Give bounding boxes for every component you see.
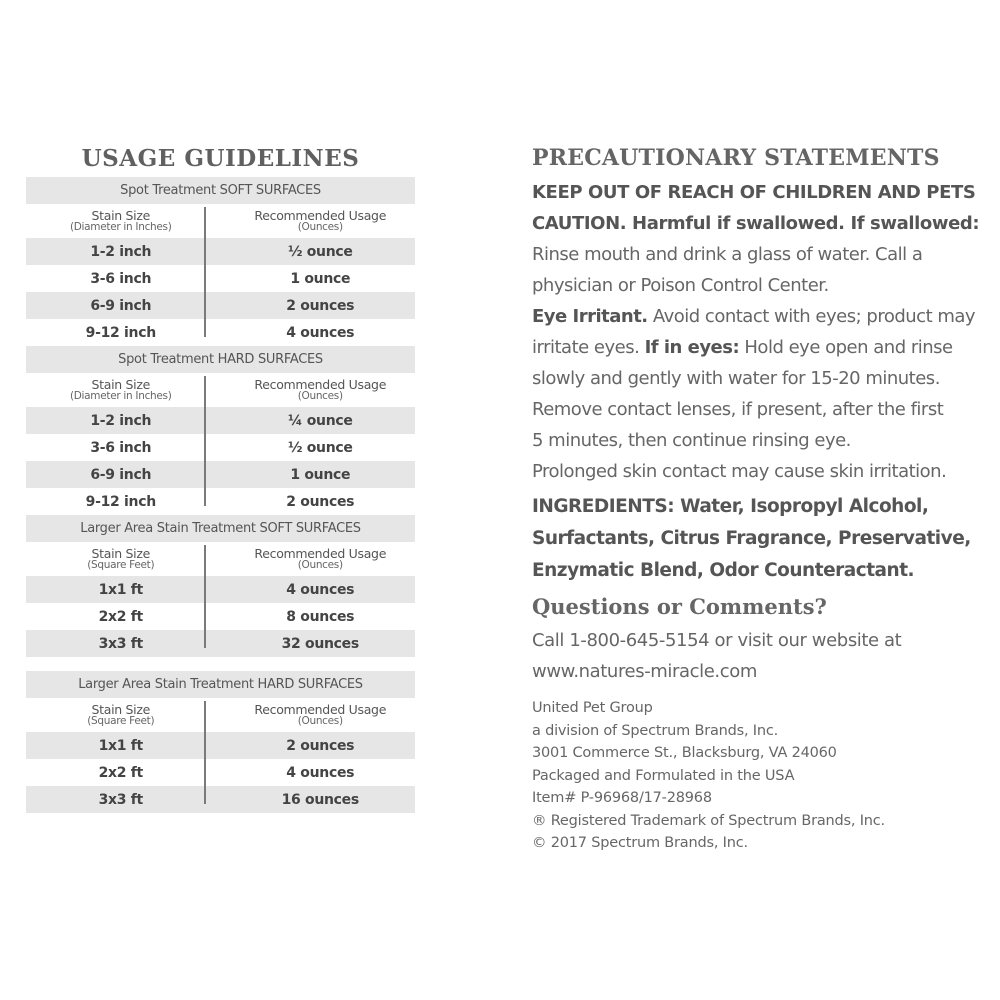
company-line: 3001 Commerce St., Blacksburg, VA 24060 [532,745,837,761]
precaution-text-5: slowly and gently with water for 15-20 minutes. [532,368,940,389]
recommended-usage-label: Recommended Usage [254,701,387,717]
recommended-usage-label: Recommended Usage [254,545,387,561]
stain-size-unit: (Diameter in Inches) [69,390,172,403]
stain-size-cell: 3x3 ft [98,791,143,808]
stain-size-header [26,547,216,571]
recommended-usage-header [216,378,416,402]
stain-size-cell: 3x3 ft [98,635,143,652]
column-header [26,373,415,407]
if-in-eyes-label: If in eyes: [644,337,740,358]
contact-website[interactable]: www.natures-miracle.com [532,661,757,682]
company-line: Packaged and Formulated in the USA [532,767,795,784]
precautionary-title: PRECAUTIONARY STATEMENTS [532,145,940,171]
usage-amount-cell: 1 ounce [290,466,351,483]
table-row [26,630,415,657]
stain-size-cell: 9-12 inch [85,324,156,341]
recommended-usage-header [216,209,416,233]
table-row [26,759,415,786]
eye-irritant-label: Eye Irritant. [532,306,648,327]
section-gap [26,657,415,671]
column-header [26,542,415,576]
ingredients-line-3: Enzymatic Blend, Odor Counteractant. [532,560,915,581]
column-header [26,204,415,238]
stain-size-header [26,378,216,402]
precaution-text-8: Prolonged skin contact may cause skin irritation. [532,461,947,482]
recommended-usage-unit: (Ounces) [297,221,343,234]
column-divider [204,701,206,804]
stain-size-cell: 1-2 inch [90,412,152,429]
hold-eye-text: Hold eye open and rinse [739,337,953,358]
contact-phone: Call 1-800-645-5154 or visit our website at [532,630,902,651]
usage-section [26,177,415,346]
usage-amount-cell: ½ ounce [287,439,353,456]
stain-size-cell: 6-9 inch [90,466,152,483]
usage-section [26,515,415,657]
usage-amount-cell: ¼ ounce [287,412,353,429]
section-heading: Spot Treatment HARD SURFACES [26,346,415,373]
usage-amount-cell: 2 ounces [286,297,355,314]
usage-guidelines-title: USAGE GUIDELINES [81,145,360,172]
usage-amount-cell: 1 ounce [290,270,351,287]
eye-irritant-line [532,301,982,332]
stain-size-header [26,703,216,727]
table-row [26,265,415,292]
stain-size-label: Stain Size [91,701,151,717]
precautionary-panel [532,143,982,855]
company-info [532,697,982,855]
recommended-usage-unit: (Ounces) [297,715,343,728]
table-row [26,603,415,630]
stain-size-cell: 3-6 inch [90,270,152,287]
usage-section [26,346,415,515]
recommended-usage-label: Recommended Usage [254,376,387,392]
company-line: ® Registered Trademark of Spectrum Brands, Inc. [532,812,885,829]
precaution-text-2: physician or Poison Control Center. [532,275,829,296]
recommended-usage-header [216,547,416,571]
usage-amount-cell: 2 ounces [286,737,355,754]
table-row [26,786,415,813]
table-row [26,319,415,346]
stain-size-cell: 1x1 ft [98,581,143,598]
column-divider [204,376,206,506]
table-row [26,407,415,434]
stain-size-unit: (Square Feet) [87,559,155,572]
table-row [26,732,415,759]
stain-size-label: Stain Size [91,207,151,223]
usage-guidelines [26,143,415,813]
precaution-text-6: Remove contact lenses, if present, after the first [532,399,944,420]
precaution-text-1: Rinse mouth and drink a glass of water. Call a [532,244,923,265]
table-row [26,434,415,461]
recommended-usage-unit: (Ounces) [297,559,343,572]
usage-section [26,671,415,813]
recommended-usage-label: Recommended Usage [254,207,387,223]
column-divider [204,207,206,337]
usage-amount-cell: 4 ounces [286,764,355,781]
table-row [26,292,415,319]
stain-size-cell: 1x1 ft [98,737,143,754]
stain-size-cell: 2x2 ft [98,608,143,625]
usage-amount-cell: 2 ounces [286,493,355,510]
usage-amount-cell: 4 ounces [286,324,355,341]
company-line: Item# P-96968/17-28968 [532,790,712,806]
irritate-text: irritate eyes. [532,337,645,358]
table-row [26,238,415,265]
company-line: a division of Spectrum Brands, Inc. [532,722,779,739]
table-row [26,576,415,603]
precaution-text-7: 5 minutes, then continue rinsing eye. [532,430,851,451]
table-row [26,461,415,488]
eye-irritant-text: Avoid contact with eyes; product may [647,306,976,327]
column-header [26,698,415,732]
if-in-eyes-line [532,332,982,363]
recommended-usage-unit: (Ounces) [297,390,343,403]
stain-size-header [26,209,216,233]
company-line: United Pet Group [532,700,653,716]
stain-size-unit: (Diameter in Inches) [69,221,172,234]
ingredients-line-1: INGREDIENTS: Water, Isopropyl Alcohol, [532,496,929,517]
usage-amount-cell: 16 ounces [281,791,359,808]
stain-size-cell: 3-6 inch [90,439,152,456]
usage-amount-cell: ½ ounce [287,243,353,260]
stain-size-unit: (Square Feet) [87,715,155,728]
stain-size-cell: 6-9 inch [90,297,152,314]
table-row [26,488,415,515]
stain-size-cell: 1-2 inch [90,243,152,260]
stain-size-cell: 2x2 ft [98,764,143,781]
usage-amount-cell: 4 ounces [286,581,355,598]
ingredients-line-2: Surfactants, Citrus Fragrance, Preservative, [532,528,971,549]
stain-size-label: Stain Size [91,545,151,561]
stain-size-label: Stain Size [91,376,151,392]
section-heading: Larger Area Stain Treatment HARD SURFACES [26,671,415,698]
caution-warning: CAUTION. Harmful if swallowed. If swallowed: [532,213,980,234]
company-line: © 2017 Spectrum Brands, Inc. [532,835,748,851]
usage-amount-cell: 32 ounces [281,635,359,652]
usage-amount-cell: 8 ounces [286,608,355,625]
usage-sections [26,177,415,813]
recommended-usage-header [216,703,416,727]
section-heading: Spot Treatment SOFT SURFACES [26,177,415,204]
keep-out-warning: KEEP OUT OF REACH OF CHILDREN AND PETS [532,182,976,203]
stain-size-cell: 9-12 inch [85,493,156,510]
section-heading: Larger Area Stain Treatment SOFT SURFACES [26,515,415,542]
column-divider [204,545,206,648]
questions-title: Questions or Comments? [532,594,827,619]
